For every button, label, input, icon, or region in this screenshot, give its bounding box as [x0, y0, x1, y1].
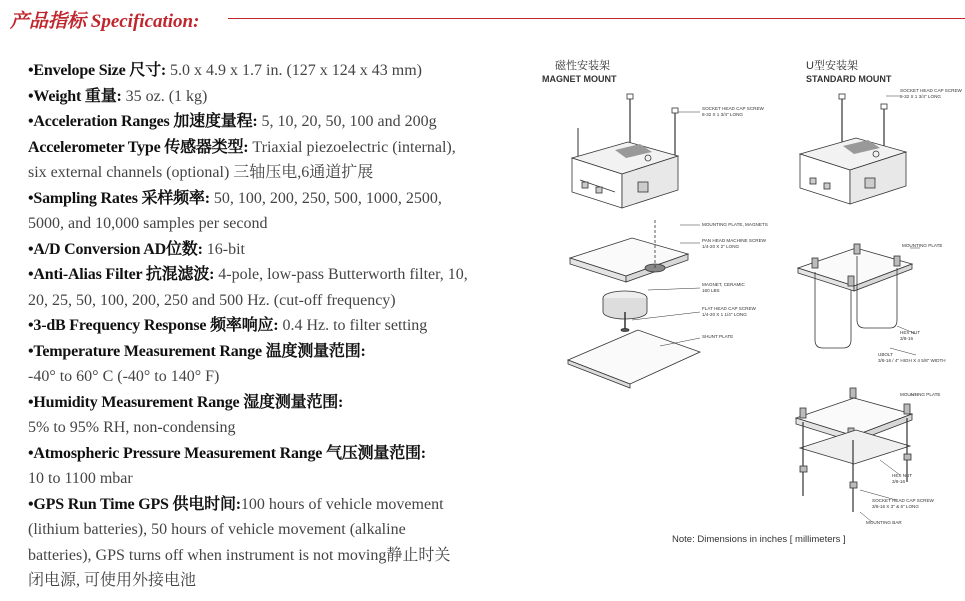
spec-line [28, 492, 540, 518]
standard-part-label: SOCKET HEAD CAP SCREW 8-32 X 1 3/4" LONG [900, 88, 962, 99]
hex-nut-3 [894, 256, 900, 266]
spec-value: 35 oz. (1 kg) [121, 87, 208, 105]
magnet-screw-head [621, 329, 629, 332]
dimensions-note: Note: Dimensions in inches [ millimeters ] [672, 534, 846, 545]
magnet-part-label: FLAT HEAD CAP SCREW 1/4-20 X 1 1/4" LONG [702, 306, 756, 317]
magnet-mounting-plate [570, 238, 688, 276]
magnet-part-label: SOCKET HEAD CAP SCREW 8-32 X 1 3/4" LONG [702, 106, 764, 117]
box-port-1 [582, 182, 588, 188]
spec-label: •Atmospheric Pressure Measurement Range 气压测量范围: [28, 444, 426, 462]
section-heading: 产品指标 Specification: [10, 11, 200, 32]
magnet-mount-en: MAGNET MOUNT [542, 74, 617, 84]
spec-value: 5.0 x 4.9 x 1.7 in. (127 x 124 x 43 mm) [166, 62, 422, 79]
spec-line [28, 186, 540, 212]
spec-label: •Envelope Size 尺寸: [28, 62, 166, 79]
spec-line [28, 109, 540, 135]
screw-head-right [672, 108, 678, 113]
spec-line [28, 390, 540, 416]
spec-continuation: 闭电源, 可使用外接电池 [28, 572, 197, 589]
spec-value: Triaxial piezoelectric (internal), [248, 138, 456, 156]
magnet-mount-cn: 磁性安装架 [555, 60, 610, 72]
standard-part-label: UBOLT 3/8-16 / 4" HIGH X 4 5/8" WIDTH [878, 352, 946, 363]
spec-label: •GPS Run Time GPS 供电时间: [28, 495, 241, 513]
spec-line [28, 84, 540, 110]
standard-part-label: SOCKET HEAD CAP SCREW 3/8-16 X 3" & 6" LONG [872, 498, 934, 509]
shunt-plate [568, 330, 700, 384]
spec-continuation: 20, 25, 50, 100, 200, 250 and 500 Hz. (cut-off frequency) [28, 291, 396, 309]
hex-nut-1 [812, 258, 818, 268]
spec-value: 5, 10, 20, 50, 100 and 200g [257, 113, 437, 130]
standard-part-label: HEX NUT 3/8-16 [900, 330, 921, 341]
spec-line [28, 237, 540, 263]
spec-label: •A/D Conversion AD位数: [28, 240, 203, 258]
spec-continuation: -40° to 60° C (-40° to 140° F) [28, 368, 220, 385]
standard-part-label: MOUNTING PLATE [900, 392, 941, 397]
lower-hex-nut-1 [800, 466, 807, 472]
magnet-part-label: MOUNTING PLATE, MAGNETS [702, 222, 768, 227]
spec-continuation: six external channels (optional) 三轴压电,6通道扩展 [28, 164, 374, 181]
standard-mount-en: STANDARD MOUNT [806, 74, 892, 84]
spec-value: 0.4 Hz. to filter setting [278, 317, 428, 334]
spec-label: •Anti-Alias Filter 抗混滤波: [28, 266, 215, 283]
spec-label: •Humidity Measurement Range 湿度测量范围: [28, 393, 344, 411]
hex-nut-2 [854, 244, 860, 254]
mounting-diagram [542, 50, 962, 550]
standard-part-label: MOUNTING PLATE [902, 243, 943, 248]
spec-label: •Sampling Rates 采样频率: [28, 189, 210, 207]
spec-continuation: batteries), GPS turns off when instrument is not moving静止时关 [28, 546, 451, 564]
lower-hex-nut-2 [850, 482, 857, 488]
spec-line [28, 262, 540, 288]
magnet-part-label: PAN HEAD MACHINE SCREW 1/4-20 X 2" LONG [702, 238, 766, 249]
spec-line [28, 313, 540, 339]
spec-value: 100 hours of vehicle movement [240, 495, 444, 513]
spec-line [28, 339, 540, 365]
spec-list [28, 58, 540, 594]
mounting-bar [800, 430, 910, 464]
spec-continuation: (lithium batteries), 50 hours of vehicle movement (alkaline [28, 521, 406, 538]
box-port-2 [596, 187, 602, 193]
screw-head-left [627, 94, 633, 99]
spec-line [28, 441, 540, 467]
box-port-3 [638, 182, 648, 192]
magnet-part-label: SHUNT PLATE [702, 334, 734, 339]
spec-line [28, 135, 540, 161]
spec-value: 4-pole, low-pass Butterworth filter, 10, [214, 266, 468, 283]
heading-rule [228, 18, 965, 19]
spec-continuation: 5000, and 10,000 samples per second [28, 215, 268, 232]
standard-part-label: HEX NUT 3/8-16 [892, 473, 913, 484]
spec-label: •Acceleration Ranges 加速度量程: [28, 113, 258, 130]
spec-label: •Weight 重量: [28, 87, 122, 105]
spec-continuation: 10 to 1100 mbar [28, 470, 133, 487]
spec-label: Accelerometer Type 传感器类型: [28, 138, 249, 156]
spec-value: 50, 100, 200, 250, 500, 1000, 2500, [209, 189, 442, 207]
hex-nut-4 [848, 276, 854, 286]
magnet-part-label: MAGNET, CERAMIC 160 LBS [702, 282, 745, 293]
standard-mount-cn: U型安装架 [806, 60, 858, 72]
standard-part-label: MOUNTING BAR [866, 520, 902, 525]
spec-label: •3-dB Frequency Response 频率响应: [28, 317, 279, 334]
standard-mount-drawing [796, 94, 920, 522]
spec-value: 16-bit [202, 240, 245, 258]
spec-label: •Temperature Measurement Range 温度测量范围: [28, 342, 366, 360]
magnet-mount-drawing [568, 94, 700, 388]
spec-line [28, 58, 540, 84]
spec-continuation: 5% to 95% RH, non-condensing [28, 419, 236, 436]
lower-hex-nut-3 [904, 454, 911, 460]
